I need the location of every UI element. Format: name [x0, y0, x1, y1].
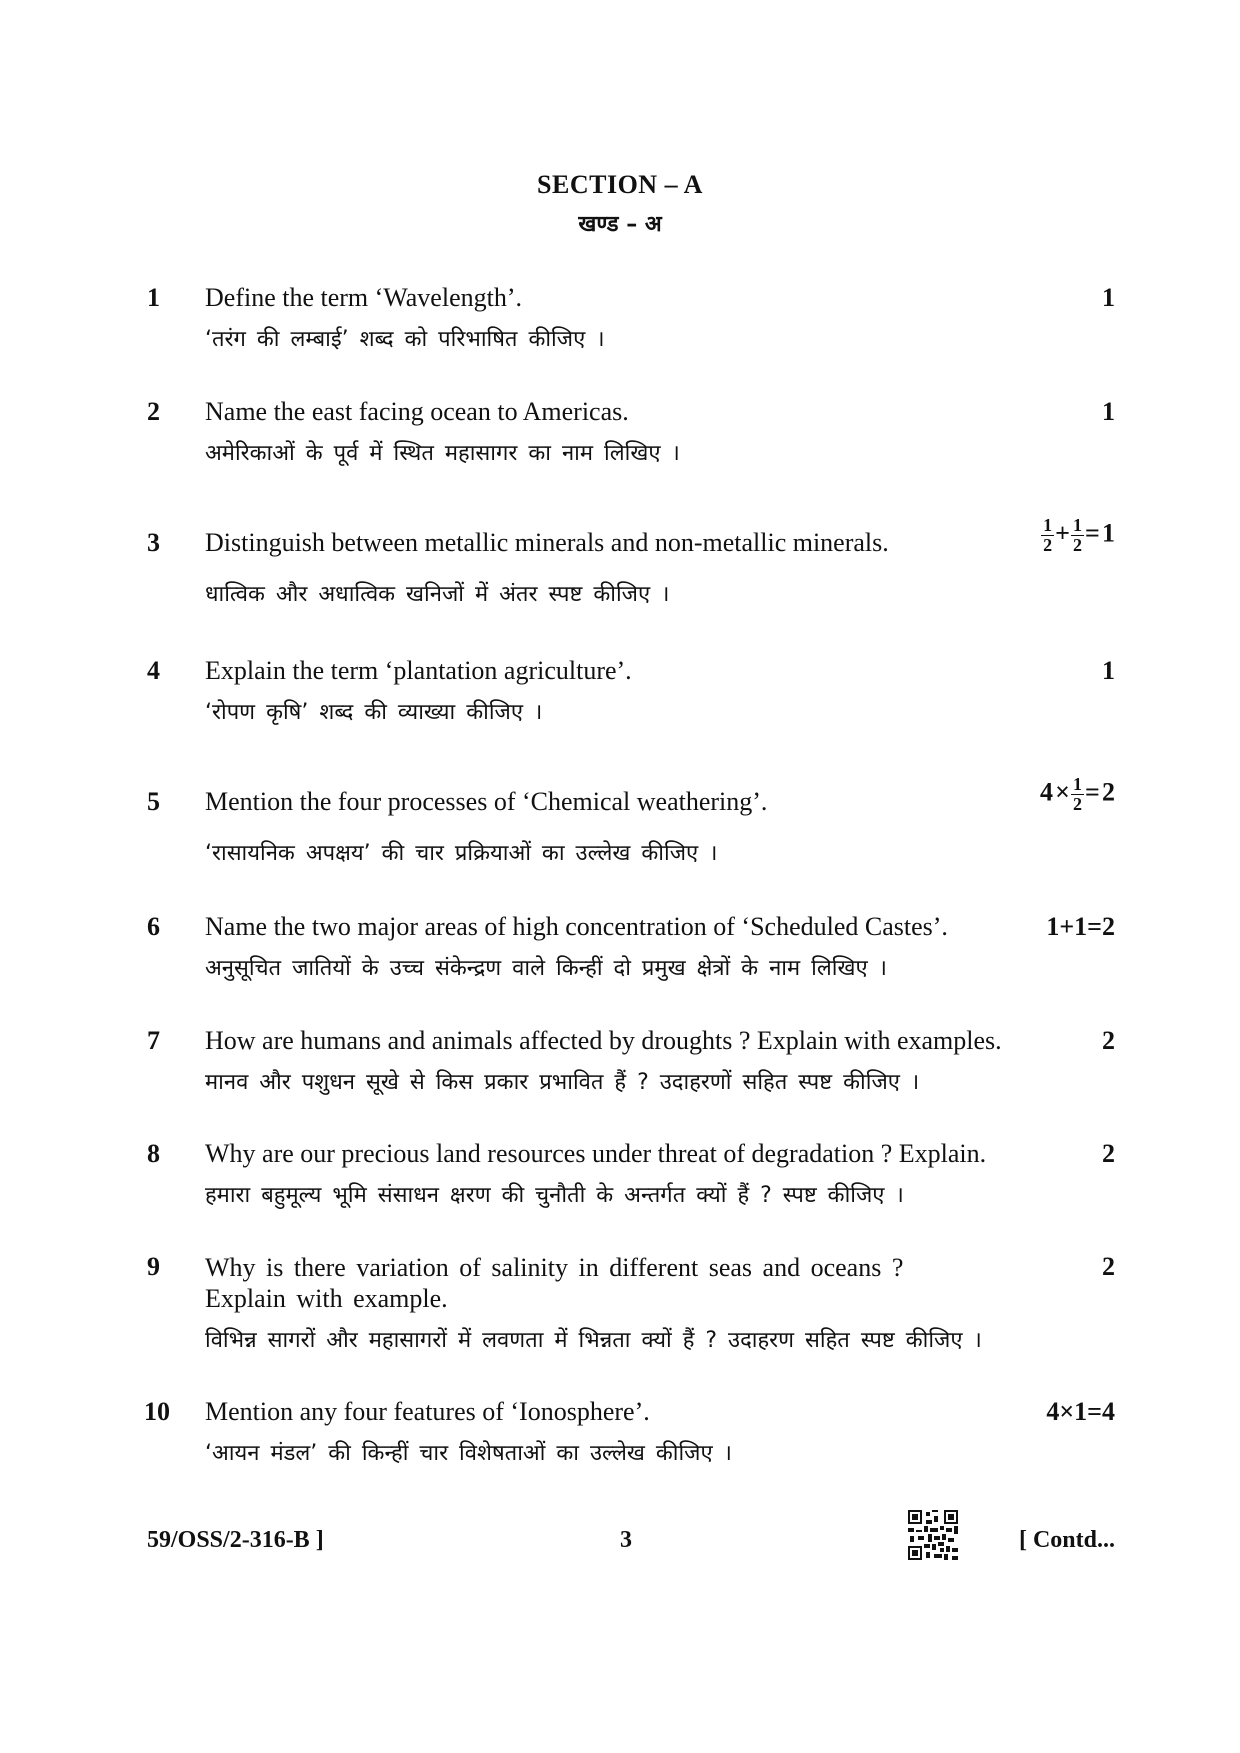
question-number: 6 — [147, 912, 160, 941]
question-text-hi: मानव और पशुधन सूखे से किस प्रकार प्रभावित हैं ? उदाहरणों सहित स्पष्ट कीजिए । — [205, 1070, 920, 1095]
question-text-hi: हमारा बहुमूल्य भूमि संसाधन क्षरण की चुनौती के अन्तर्गत क्यों हैं ? स्पष्ट कीजिए । — [205, 1183, 904, 1208]
question-text-en: Explain the term ‘plantation agriculture’. — [205, 656, 632, 685]
question-text-hi: ‘तरंग की लम्बाई’ शब्द को परिभाषित कीजिए । — [205, 327, 605, 352]
marks-multiplier: 4 — [1040, 777, 1053, 807]
question-number: 7 — [147, 1026, 160, 1055]
question-text-hi: धात्विक और अधात्विक खनिजों में अंतर स्पष्ट कीजिए । — [205, 582, 670, 607]
question-number: 3 — [147, 528, 160, 557]
question-number: 1 — [147, 283, 160, 312]
question-text-en: Name the east facing ocean to Americas. — [205, 397, 629, 426]
marks-fraction: $\frac{1}{2}$ — [1043, 515, 1053, 555]
marks-total: 1 — [1102, 518, 1115, 548]
question-text-hi: ‘आयन मंडल’ की किन्हीं चार विशेषताओं का उल्लेख कीजिए । — [205, 1441, 732, 1466]
section-title-en: SECTION – A — [537, 170, 703, 199]
question-text-en: Name the two major areas of high concentration of ‘Scheduled Castes’. — [205, 912, 948, 941]
marks-fraction: $\frac{1}{2}$ — [1073, 774, 1082, 814]
question-text-hi: अनुसूचित जातियों के उच्च संकेन्द्रण वाले किन्हीं दो प्रमुख क्षेत्रों के नाम लिखिए । — [205, 956, 887, 981]
marks-fraction: $\frac{1}{2}$ — [1073, 515, 1082, 555]
question-text-hi: ‘रासायनिक अपक्षय’ की चार प्रक्रियाओं का उल्लेख कीजिए । — [205, 841, 718, 866]
question-text-hi: ‘रोपण कृषि’ शब्द की व्याख्या कीजिए । — [205, 700, 543, 725]
question-marks: $\frac{1}{2}$ + $\frac{1}{2}$ = 1 — [1043, 515, 1115, 555]
section-heading — [0, 170, 1240, 238]
question-marks: 4×1=4 — [1046, 1397, 1115, 1426]
question-marks: 2 — [1102, 1026, 1115, 1055]
question-text-en: Mention any four features of ‘Ionosphere’. — [205, 1397, 650, 1426]
question-number: 2 — [147, 397, 160, 426]
question-text-en: Why are our precious land resources under threat of degradation ? Explain. — [205, 1139, 987, 1168]
paper-code: 59/OSS/2-316-B ] — [147, 1527, 324, 1553]
question-marks: 4 × $\frac{1}{2}$ = 2 — [1040, 774, 1115, 814]
question-text-hi: विभिन्न सागरों और महासागरों में लवणता में भिन्नता क्यों हैं ? उदाहरण सहित स्पष्ट कीजिए । — [205, 1328, 982, 1353]
question-text-en: Define the term ‘Wavelength’. — [205, 283, 522, 312]
marks-total: 2 — [1102, 777, 1115, 807]
question-number: 10 — [144, 1397, 170, 1426]
question-text-en: How are humans and animals affected by droughts ? Explain with examples. — [205, 1026, 1002, 1055]
question-text-en: Why is there variation of salinity in different seas and oceans ? Explain with example. — [205, 1253, 904, 1313]
question-number: 8 — [147, 1139, 160, 1168]
question-number: 9 — [147, 1252, 160, 1281]
qr-code-icon — [908, 1510, 958, 1560]
question-number: 5 — [147, 787, 160, 816]
question-number: 4 — [147, 656, 160, 685]
section-title-hi: खण्ड – अ — [578, 212, 662, 237]
question-text-en: Distinguish between metallic minerals and non-metallic minerals. — [205, 528, 889, 557]
question-marks: 2 — [1102, 1252, 1115, 1281]
continued-label: [ Contd... — [1018, 1527, 1115, 1553]
page-number: 3 — [620, 1527, 632, 1553]
question-text-en: Mention the four processes of ‘Chemical weathering’. — [205, 787, 768, 816]
question-marks: 1 — [1102, 656, 1115, 685]
question-text-hi: अमेरिकाओं के पूर्व में स्थित महासागर का नाम लिखिए । — [205, 441, 680, 466]
question-marks: 1 — [1102, 397, 1115, 426]
question-marks: 1+1=2 — [1046, 912, 1115, 941]
question-marks: 1 — [1102, 283, 1115, 312]
question-marks: 2 — [1102, 1139, 1115, 1168]
